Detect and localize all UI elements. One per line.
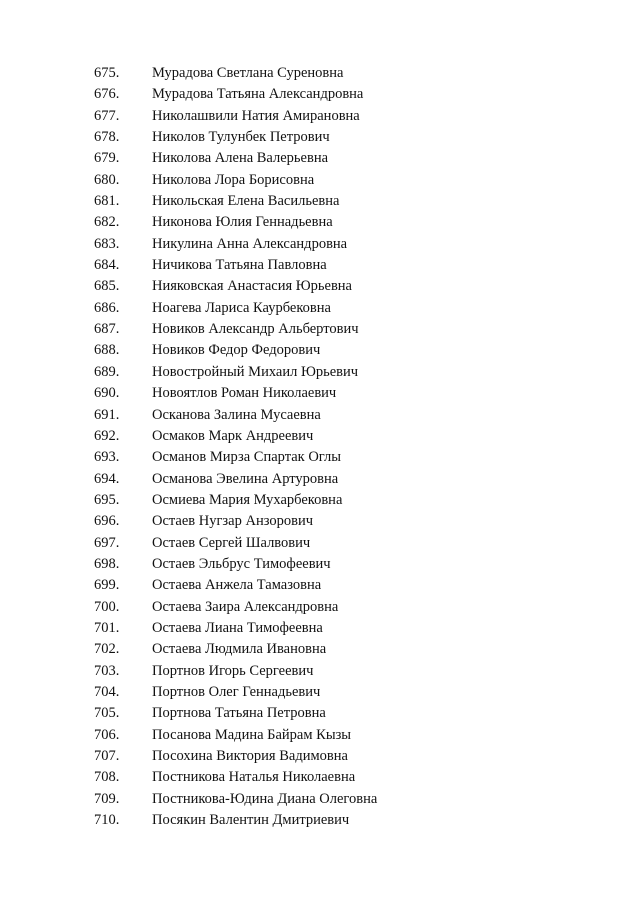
person-name: Остаева Людмила Ивановна bbox=[152, 641, 327, 658]
list-item bbox=[0, 618, 640, 639]
list-item bbox=[0, 703, 640, 724]
person-name: Портнов Игорь Сергеевич bbox=[152, 662, 314, 679]
list-item bbox=[0, 170, 640, 191]
person-name: Осмиева Мария Мухарбековна bbox=[152, 491, 343, 508]
list-item bbox=[0, 127, 640, 148]
item-number: 704. bbox=[94, 683, 120, 700]
list-item bbox=[0, 554, 640, 575]
person-name: Портнова Татьяна Петровна bbox=[152, 705, 326, 722]
person-name: Посохина Виктория Вадимовна bbox=[152, 748, 348, 764]
list-item bbox=[0, 533, 640, 554]
person-name: Остаев Сергей Шалвович bbox=[152, 534, 311, 551]
item-number: 676. bbox=[94, 86, 120, 103]
person-name: Остаев Нугзар Анзорович bbox=[152, 513, 313, 530]
list-item bbox=[0, 106, 640, 127]
person-name: Остаев Эльбрус Тимофеевич bbox=[152, 555, 331, 572]
item-number: 683. bbox=[94, 235, 120, 252]
list-item bbox=[0, 383, 640, 404]
person-name: Постникова-Юдина Диана Олеговна bbox=[152, 790, 378, 807]
list-item bbox=[0, 298, 640, 319]
item-number: 696. bbox=[94, 513, 120, 530]
person-name: Николова Алена Валерьевна bbox=[152, 150, 329, 167]
person-name: Новиков Александр Альбертович bbox=[152, 321, 359, 338]
person-name: Никулина Анна Александровна bbox=[152, 235, 348, 252]
person-name: Постникова Наталья Николаевна bbox=[152, 769, 356, 786]
item-number: 681. bbox=[94, 193, 120, 210]
list-item bbox=[0, 575, 640, 596]
item-number: 710. bbox=[94, 812, 120, 829]
person-name: Николов Тулунбек Петрович bbox=[152, 129, 330, 146]
person-name: Османов Мирза Спартак Оглы bbox=[152, 449, 341, 466]
list-item bbox=[0, 490, 640, 511]
item-number: 708. bbox=[94, 769, 120, 786]
item-number: 700. bbox=[94, 598, 120, 615]
item-number: 691. bbox=[94, 406, 120, 423]
person-name: Посанова Мадина Байрам Кызы bbox=[152, 726, 352, 743]
item-number: 687. bbox=[94, 321, 120, 338]
item-number: 680. bbox=[94, 171, 120, 188]
item-number: 707. bbox=[94, 748, 120, 764]
list-item bbox=[0, 212, 640, 233]
person-name: Нияковская Анастасия Юрьевна bbox=[152, 278, 352, 295]
person-name: Ноагева Лариса Каурбековна bbox=[152, 299, 331, 316]
list-item bbox=[0, 63, 640, 84]
item-number: 693. bbox=[94, 449, 120, 466]
list-item bbox=[0, 148, 640, 169]
person-name: Новостройный Михаил Юрьевич bbox=[152, 363, 359, 380]
item-number: 697. bbox=[94, 534, 120, 551]
list-item bbox=[0, 469, 640, 490]
person-name: Портнов Олег Геннадьевич bbox=[152, 683, 321, 700]
list-item bbox=[0, 789, 640, 810]
list-item bbox=[0, 340, 640, 361]
list-item bbox=[0, 84, 640, 105]
person-name: Остаева Заира Александровна bbox=[152, 598, 339, 615]
person-name: Ничикова Татьяна Павловна bbox=[152, 257, 327, 274]
item-number: 695. bbox=[94, 491, 120, 508]
person-name: Мурадова Светлана Суреновна bbox=[152, 65, 344, 81]
item-number: 706. bbox=[94, 726, 120, 743]
person-name: Никонова Юлия Геннадьевна bbox=[152, 214, 333, 231]
person-name: Остаева Лиана Тимофеевна bbox=[152, 619, 323, 636]
item-number: 685. bbox=[94, 278, 120, 295]
item-number: 698. bbox=[94, 555, 120, 572]
item-number: 677. bbox=[94, 107, 120, 124]
item-number: 701. bbox=[94, 619, 120, 636]
item-number: 690. bbox=[94, 385, 120, 402]
person-name: Османова Эвелина Артуровна bbox=[152, 470, 339, 487]
person-name: Мурадова Татьяна Александровна bbox=[152, 86, 364, 103]
person-name: Остаева Анжела Тамазовна bbox=[152, 577, 322, 594]
person-name: Осканова Залина Мусаевна bbox=[152, 406, 321, 423]
item-number: 699. bbox=[94, 577, 120, 594]
person-name: Новоятлов Роман Николаевич bbox=[152, 385, 337, 402]
list-item bbox=[0, 362, 640, 383]
person-name: Николашвили Натия Амирановна bbox=[152, 107, 360, 124]
list-item bbox=[0, 725, 640, 746]
list-item bbox=[0, 191, 640, 212]
list-item bbox=[0, 447, 640, 468]
list-item bbox=[0, 234, 640, 255]
item-number: 705. bbox=[94, 705, 120, 722]
list-item bbox=[0, 511, 640, 532]
list-item bbox=[0, 319, 640, 340]
list-item bbox=[0, 276, 640, 297]
item-number: 675. bbox=[94, 65, 120, 81]
list-item bbox=[0, 661, 640, 682]
item-number: 688. bbox=[94, 342, 120, 359]
list-item bbox=[0, 597, 640, 618]
item-number: 686. bbox=[94, 299, 120, 316]
name-list bbox=[0, 63, 640, 831]
item-number: 694. bbox=[94, 470, 120, 487]
list-item bbox=[0, 767, 640, 788]
item-number: 692. bbox=[94, 427, 120, 444]
item-number: 702. bbox=[94, 641, 120, 658]
list-item bbox=[0, 682, 640, 703]
item-number: 684. bbox=[94, 257, 120, 274]
item-number: 678. bbox=[94, 129, 120, 146]
item-number: 679. bbox=[94, 150, 120, 167]
item-number: 703. bbox=[94, 662, 120, 679]
person-name: Осмаков Марк Андреевич bbox=[152, 427, 314, 444]
person-name: Никольская Елена Васильевна bbox=[152, 193, 340, 210]
list-item bbox=[0, 639, 640, 660]
person-name: Новиков Федор Федорович bbox=[152, 342, 321, 359]
item-number: 709. bbox=[94, 790, 120, 807]
list-item bbox=[0, 426, 640, 447]
item-number: 682. bbox=[94, 214, 120, 231]
person-name: Николова Лора Борисовна bbox=[152, 171, 315, 188]
list-item bbox=[0, 255, 640, 276]
item-number: 689. bbox=[94, 363, 120, 380]
list-item bbox=[0, 746, 640, 767]
person-name: Посякин Валентин Дмитриевич bbox=[152, 812, 350, 829]
list-item bbox=[0, 810, 640, 831]
list-item bbox=[0, 405, 640, 426]
